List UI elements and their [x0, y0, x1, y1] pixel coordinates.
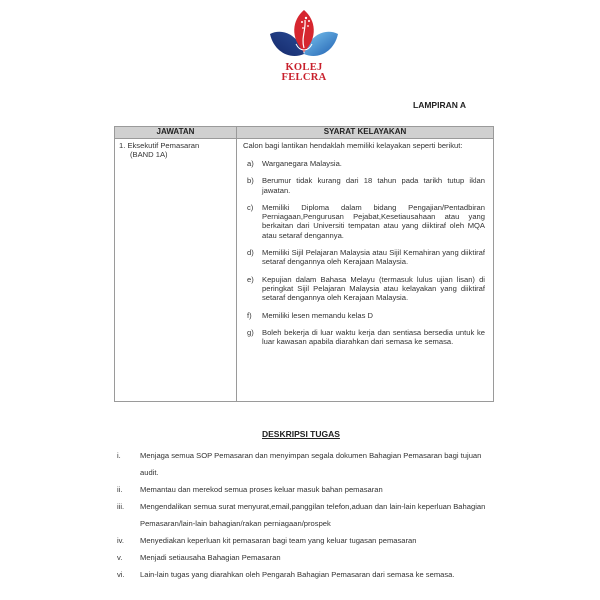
duty-text: Memantau dan merekod semua proses keluar masuk bahan pemasaran: [140, 485, 383, 494]
duty-text: Mengendalikan semua surat menyurat,email,panggilan telefon,aduan dan lain-lain keperluan Bahagian Pemasaran/lain-lain bahagian/rakan perniagaan/prospek: [140, 502, 486, 528]
requirement-item: [243, 328, 487, 347]
duty-number: vi.: [117, 570, 125, 579]
duty-text: Menyediakan keperluan kit pemasaran bagi team yang keluar tugasan pemasaran: [140, 536, 417, 545]
requirement-text: Memiliki Sijil Pelajaran Malaysia atau Sijil Kemahiran yang diiktiraf setaraf dengannya oleh Kerajaan Malaysia.: [262, 248, 485, 267]
requirement-text: Memiliki Diploma dalam bidang Pengajian/Pentadbiran Perniagaan,Pengurusan Pejabat,Kesetiausahaan atau yang berkaitan dari Universiti tempatan atau yang diiktiraf oleh MQA atau setaraf dengannya.: [262, 202, 485, 240]
duty-number: i.: [117, 451, 121, 460]
duty-item: [113, 549, 499, 566]
duty-item: [113, 447, 499, 481]
duty-number: ii.: [117, 485, 123, 494]
duty-text: Menjaga semua SOP Pemasaran dan menyimpan segala dokumen Bahagian Pemasaran bagi tujuan audit.: [140, 451, 482, 477]
duty-item: [113, 532, 499, 549]
header-syarat-kelayakan: SYARAT KELAYAKAN: [237, 127, 494, 139]
requirement-text: Boleh bekerja di luar waktu kerja dan sentiasa bersedia untuk ke luar kawasan apabila diarahkan dari semasa ke semasa.: [262, 327, 485, 347]
position-cell: [115, 139, 237, 402]
duty-text: Menjadi setiausaha Bahagian Pemasaran: [140, 553, 281, 562]
requirement-letter: f): [247, 310, 252, 320]
duties-title: DESKRIPSI TUGAS: [262, 429, 340, 439]
duty-item: [113, 566, 499, 583]
requirements-cell: [237, 139, 494, 402]
logo-text: [262, 63, 346, 83]
annex-label: LAMPIRAN A: [413, 100, 467, 110]
logo-line-1: KOLEJ: [285, 62, 323, 73]
requirement-text: Kepujian dalam Bahasa Melayu (termasuk lulus ujian lisan) di peringkat Sijil Pelajaran Malaysia atau kelayakan yang diiktiraf setaraf dengannya oleh Kerajaan Malaysia.: [262, 274, 485, 303]
duty-item: [113, 498, 499, 532]
requirement-text: Warganegara Malaysia.: [262, 159, 342, 168]
logo-line-2: FELCRA: [281, 72, 327, 83]
position-band: (BAND 1A): [130, 150, 168, 159]
duty-number: iii.: [117, 502, 125, 511]
requirement-letter: b): [247, 176, 254, 186]
requirement-letter: g): [247, 327, 254, 337]
requirements-intro: Calon bagi lantikan hendaklah memiliki kelayakan seperti berikut:: [243, 141, 463, 150]
requirement-item: [243, 275, 487, 303]
duties-list: [113, 447, 499, 583]
requirement-item: [243, 159, 487, 168]
duty-item: [113, 481, 499, 498]
requirement-item: [243, 203, 487, 240]
duty-number: v.: [117, 553, 123, 562]
table-row: [115, 139, 494, 402]
requirement-item: [243, 311, 487, 320]
kolej-felcra-logo-icon: [268, 8, 340, 64]
duty-text: Lain-lain tugas yang diarahkan oleh Pengarah Bahagian Pemasaran dari semasa ke semasa.: [140, 570, 455, 579]
duty-number: iv.: [117, 536, 125, 545]
requirement-text: Memiliki lesen memandu kelas D: [262, 310, 373, 320]
requirements-table: [114, 126, 494, 402]
requirement-text: Berumur tidak kurang dari 18 tahun pada tarikh tutup iklan jawatan.: [262, 176, 485, 195]
requirement-letter: e): [247, 274, 254, 284]
requirement-item: [243, 176, 487, 195]
position-title: 1. Eksekutif Pemasaran: [119, 141, 200, 150]
requirement-item: [243, 248, 487, 267]
table-header-row: [115, 127, 494, 139]
requirement-letter: d): [247, 248, 254, 258]
header-jawatan: JAWATAN: [115, 127, 237, 139]
requirement-letter: a): [247, 159, 254, 168]
requirement-letter: c): [247, 202, 254, 212]
